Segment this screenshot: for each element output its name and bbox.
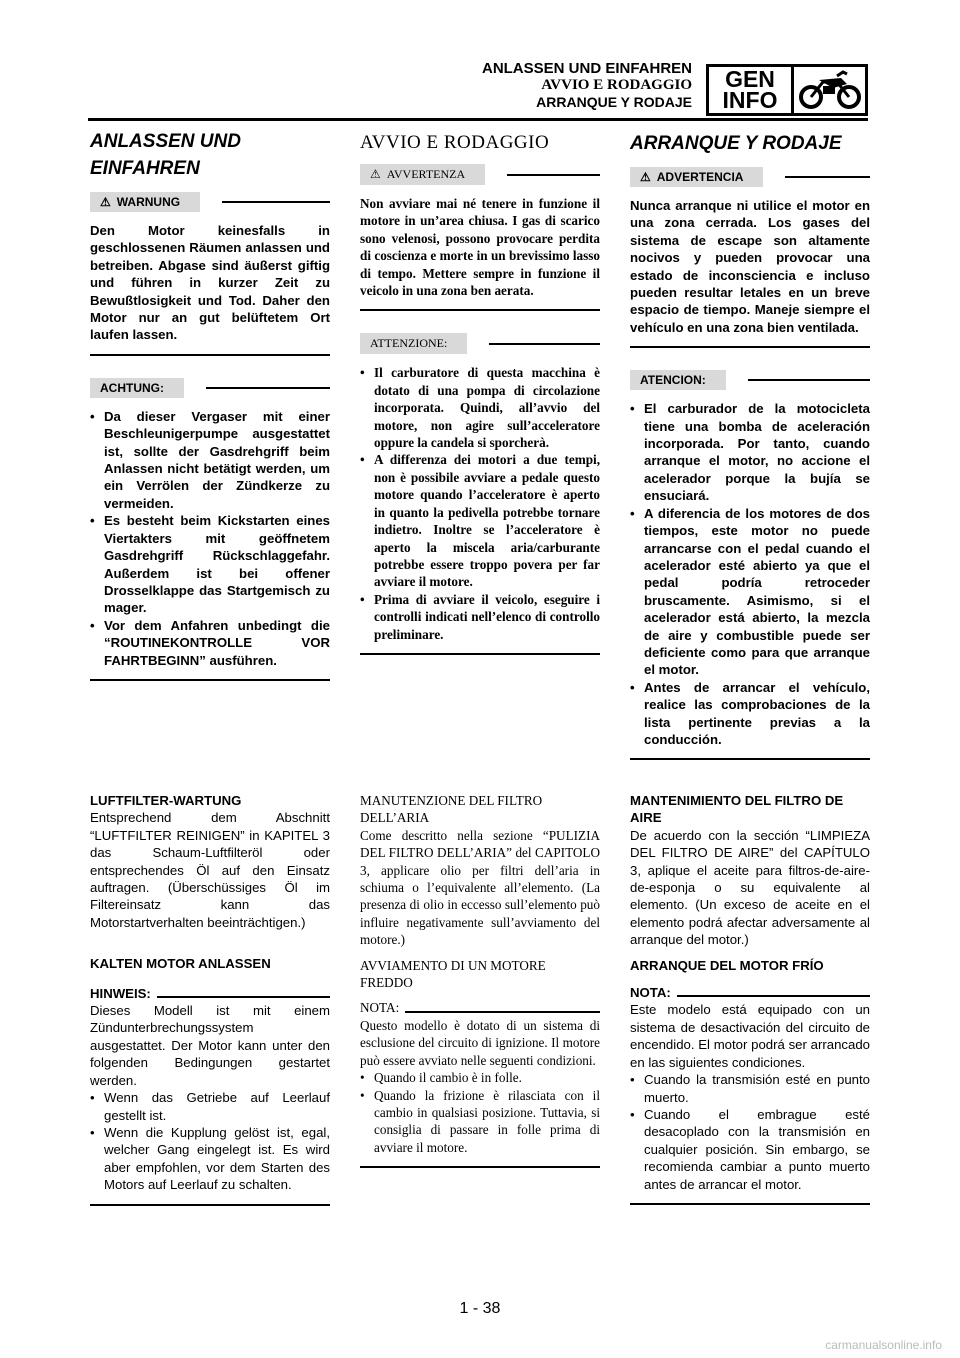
column-it-lower [360, 792, 600, 1168]
column-it [360, 128, 600, 655]
section-title-de: ANLASSEN UND EINFAHREN [90, 131, 241, 179]
warning-text-es: Nunca arranque ni utilice el motor en una zona cerrada. Los gases del sistema de escape son altamente nocivos y pueden provocar una estado de inconsciencia e incluso pueden resultar letales en un breve espacio de tiempo. Maneje siempre el vehículo en una zona bien ventilada. [630, 198, 870, 335]
gen-info-badge [706, 64, 868, 116]
list-item: • Quando la frizione è rilasciata con il cambio in qualsiasi posizione. Tuttavia, si consiglia di passare in folle prima di avviare il motore. [360, 1087, 600, 1157]
list-item: • A diferencia de los motores de dos tiempos, este motor no puede arrancarse con el pedal cuando el acelerador esté abierto ya que el pedal podría retroceder bruscamente. Asimismo, si el acelerador está abierto, la mezcla de aire y combustible puede ser deficiente como para que arranque el motor. [630, 505, 870, 679]
section-title-it: AVVIO E RODAGGIO [360, 132, 550, 153]
note-text-de: Dieses Modell ist mit einem Zündunterbrechungssystem ausgestattet. Der Motor kann unter den folgenden Bedingungen gestartet werden. [90, 1003, 330, 1088]
column-de-lower [90, 792, 330, 1206]
caution-list-es [630, 400, 870, 748]
footer-watermark: carmanualsonline.info [825, 1338, 942, 1352]
list-item: • Antes de arrancar el vehículo, realice las comprobaciones de la lista pertinente previas a la conducción. [630, 679, 870, 749]
warning-text-it: Non avviare mai né tenere in funzione il motore in un’area chiusa. I gas di scarico sono velenosi, possono provocare perdita di coscienza e morte in un brevissimo lasso di tempo. Mettere sempre in funzione il veicolo in una zona ben aerata. [360, 196, 600, 299]
warning-label-it: ⚠ AVVERTENZA [360, 164, 600, 185]
filter-text-es: De acuerdo con la sección “LIMPIEZA DEL FILTRO DE AIRE” del CAPÍTULO 3, aplique el aceite para filtros-de-aire-de-esponja o su equivalente al elemento. (Un exceso de aceite en el elemento podrá afectar adversamente al arranque del motor.) [630, 827, 870, 948]
warning-icon: ⚠ [100, 195, 111, 209]
warning-icon: ⚠ [370, 167, 381, 181]
badge-line2: INFO [722, 87, 778, 113]
filter-heading-de: LUFTFILTER-WARTUNG [90, 793, 242, 808]
list-item: • Prima di avviare il veicolo, eseguire i controlli indicati nell’elenco di controllo preliminare. [360, 591, 600, 643]
list-item: • Il carburatore di questa macchina è dotato di una pompa di circolazione incorporata. Quindi, all’avvio del motore, non agire sull’acceleratore oppure la candela si sporcherà. [360, 364, 600, 451]
filter-heading-es: MANTENIMIENTO DEL FILTRO DE AIRE [630, 793, 844, 826]
warning-label-de: ⚠ WARNUNG [90, 192, 330, 212]
caution-list-it [360, 364, 600, 643]
note-label-de: HINWEIS: [90, 985, 330, 1002]
filter-text-it: Come descritto nella sezione “PULIZIA DEL FILTRO DELL’ARIA” del CAPITOLO 3, applicare olio per filtri dell’aria in schiuma o l’equivalente all’elemento. (La presenza di olio in eccesso sull’elemento può influire negativamente sull’avviamento del motore.) [360, 827, 600, 948]
cold-heading-es: ARRANQUE DEL MOTOR FRÍO [630, 957, 824, 973]
list-item: • Wenn die Kupplung gelöst ist, egal, welcher Gang eingelegt ist. Es wird aber empfohlen, vor dem Starten des Motors auf Leerlauf zu schalten. [90, 1124, 330, 1194]
header-title-es: ARRANQUE Y RODAJE [536, 94, 692, 110]
cold-heading-de: KALTEN MOTOR ANLASSEN [90, 956, 271, 972]
caution-list-de [90, 408, 330, 669]
note-text-es: Este modelo está equipado con un sistema de desactivación del circuito de encendido. El motor podrá ser arrancado en las siguientes condiciones. [630, 1002, 870, 1070]
header-title-de: ANLASSEN UND EINFAHREN [481, 60, 692, 77]
list-item: • Es besteht beim Kickstarten eines Viertakters mit geöffnetem Gasdrehgriff Rückschlaggefahr. Außerdem ist bei offener Drosselklappe das Startgemisch zu mager. [90, 512, 330, 616]
motorcycle-icon [794, 67, 865, 113]
header-titles [482, 60, 692, 110]
header-title-it: AVVIO E RODAGGIO [541, 77, 692, 93]
list-item: • Wenn das Getriebe auf Leerlauf gestellt ist. [90, 1089, 330, 1124]
list-item: • Cuando la transmisión esté en punto muerto. [630, 1071, 870, 1106]
caution-label-it: ATTENZIONE: [360, 333, 600, 354]
note-list-de [90, 1089, 330, 1193]
filter-heading-it: MANUTENZIONE DEL FILTRO DELL’ARIA [360, 793, 543, 826]
list-item: • El carburador de la motocicleta tiene una bomba de aceleración incorporada. Por tanto, cuando arranque el motor, no accione el acelerador porque la bujía se ensuciará. [630, 400, 870, 504]
list-item: • Vor dem Anfahren unbedingt die “ROUTINEKONTROLLE VOR FAHRTBEGINN” ausführen. [90, 617, 330, 669]
page-number: 1 - 38 [459, 1300, 501, 1317]
caution-label-de: ACHTUNG: [90, 378, 330, 398]
list-item: • A differenza dei motori a due tempi, non è possibile avviare a pedale questo motore quando l’acceleratore è aperto in quanto la pedivella potrebbe tornare indietro. Inoltre se l’acceleratore è aperto la miscela aria/carburante potrebbe essere troppo povera per far avviare il motore. [360, 451, 600, 590]
badge-line1: GEN [725, 66, 775, 92]
header-rule [88, 118, 868, 121]
column-de [90, 128, 330, 681]
section-title-es: ARRANQUE Y RODAJE [630, 133, 842, 154]
list-item: • Da dieser Vergaser mit einer Beschleunigerpumpe ausgestattet ist, sollte der Gasdrehgriff beim Anlassen nicht betätigt werden, um ein Verrölen der Zündkerze zu vermeiden. [90, 408, 330, 512]
cold-heading-it: AVVIAMENTO DI UN MOTORE FREDDO [360, 957, 546, 991]
warning-label-es: ⚠ ADVERTENCIA [630, 167, 870, 187]
column-es [630, 128, 870, 760]
note-label-it: NOTA: [360, 999, 600, 1016]
filter-text-de: Entsprechend dem Abschnitt “LUFTFILTER REINIGEN” in KAPITEL 3 das Schaum-Luftfilteröl oder entsprechendes Öl auf den Einsatz auftragen. (Überschüssiges Öl im Filtereinsatz kann das Motorstartverhalten beeinträchtigen.) [90, 810, 330, 930]
warning-text-de: Den Motor keinesfalls in geschlossenen Räumen anlassen und betreiben. Abgase sind äußerst giftig und führen in kurzer Zeit zu Bewußtlosigkeit und Tod. Daher den Motor nur an gut belüftetem Ort laufen lassen. [90, 223, 330, 343]
list-item: • Cuando el embrague esté desacoplado con la transmisión en cualquier posición. Sin embargo, se recomienda cambiar a punto muerto antes de arrancar el motor. [630, 1106, 870, 1193]
caution-label-es: ATENCION: [630, 370, 870, 390]
column-es-lower [630, 792, 870, 1205]
note-text-it: Questo modello è dotato di un sistema di esclusione del circuito di ignizione. Il motore può essere avviato nelle seguenti condizioni. [360, 1017, 600, 1068]
note-list-es [630, 1071, 870, 1193]
list-item: • Quando il cambio è in folle. [360, 1069, 600, 1086]
note-label-es: NOTA: [630, 984, 870, 1001]
warning-icon: ⚠ [640, 170, 651, 184]
note-list-it [360, 1069, 600, 1156]
